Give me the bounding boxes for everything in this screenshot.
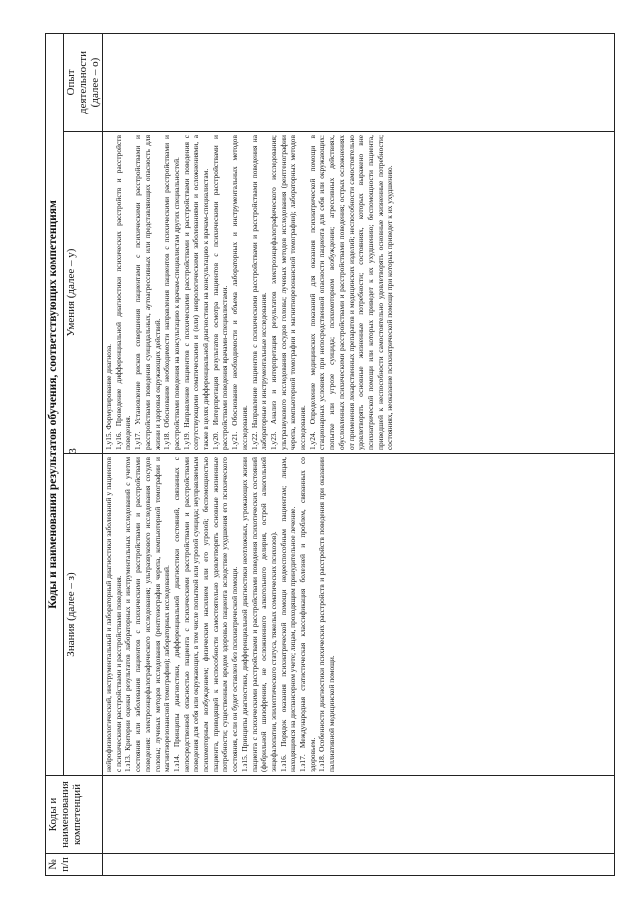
cell-skills: [103, 132, 615, 454]
skill-item: 1.у23. Анализ и интерпретация результатов электроэнцефалографического исследования; ультразвукового исследования сосудов головы; лучевых методов исследования (рентгенографии черепа, компьютерной томографии и магнитнорезонансной томографии); лабораторных методов исследования.: [268, 135, 308, 450]
skill-item: 1.у15. Формулирование диагноза.: [104, 344, 113, 450]
competency-table: [45, 33, 615, 876]
skill-item: 1.у20. Интерпретация результатов осмотра пациентов с психическими расстройствами и расстройствами поведения врачами-специалистами.: [210, 135, 230, 450]
knowledge-item: 1.з16. Порядок оказания психиатрической помощи недееспособным пациентам; лицам, находящимся на диспансерном учете; лицам, проходящим принудительное лечение.: [278, 457, 298, 772]
header-knowledge: Знания (далее – з): [64, 454, 103, 776]
skill-item: 1.у21. Обоснование необходимости и объема лабораторных и инструментальных методов исследования.: [230, 135, 249, 450]
cell-experience: [103, 33, 615, 131]
competency-table-rotated: [45, 34, 615, 876]
knowledge-list: [104, 457, 337, 772]
skill-item: 1.у22. Направление пациентов с психическими расстройствами и расстройствами поведения на лабораторные и инструментальные исследования.: [249, 135, 269, 450]
table-row: [103, 33, 615, 875]
header-number: № п/п: [46, 854, 103, 876]
skill-item: 1.у18. Обоснование необходимости направления пациентов с психическими расстройствами и расстройствами поведения на консультацию к врачам-специалистам других специальностей.: [162, 135, 181, 450]
header-skills: Умения (далее – у): [64, 132, 103, 454]
skill-item: 1.у24. Определение медицинских показаний для оказания психиатрической помощи в стационарных условиях при непосредственной опасности пациента для себя или окружающих: попытке или угрозе суицида; психомоторном возбуждении; агрессивных действиях, обусловленных психическими расстройствами и расстройствами поведения; острых осложнениях от применения лекарственных препаратов и медицинских изделий; неспособности самостоятельно удовлетворять основные жизненные потребности; состояниях, которых выражено вне психиатрической помощи или которых приведет к их ухудшению; беспомощности пациента, приведшей к неспособности самостоятельно удовлетворять основные жизненные потребности; состояниях, неоказание психиатрической помощи при которых приведет к их ухудшению.: [307, 135, 395, 450]
cell-number: [103, 854, 615, 876]
header-experience: Опыт деятельности (далее – о): [64, 33, 103, 131]
header-competency-codes: Коды и наименования компетенций: [46, 776, 103, 854]
cell-competency-code: [103, 776, 615, 854]
skill-item: 1.у17. Установление рисков совершения пациентами с психическими расстройствами и расстройствами поведения суицидальных, аутоагрессивных или представляющих опасность для жизни и здоровья окружающих действий.: [133, 135, 162, 450]
skill-item: 1.у16. Проведение дифференциальной диагностики психических расстройств и расстройств поведения.: [113, 135, 133, 450]
knowledge-item: 1.з13. Критерии оценки результатов лабораторных и инструментальных исследований с учетом состояния или заболевания пациентов с психическими расстройствами и расстройствами поведения: электроэнцефалографического исследования; ультразвукового исследования сосудов головы; лучевых методов исследования (рентгенография черепа, компьютерной томографии и магнитнорезонансной томографии); лабораторных исследований.: [123, 457, 172, 772]
knowledge-item: 1.з17. Международная статистическая классификация болезней и проблем, связанных со здоровьем.: [298, 457, 317, 772]
cell-knowledge: [103, 454, 615, 776]
knowledge-item: 1.з18. Особенности диагностики психических расстройств и расстройств поведения при оказании паллиативной медицинской помощи.: [317, 457, 337, 772]
knowledge-item: 1.з15. Принципы диагностики, дифференциальной диагностики неотложных, угрожающих жизни пациента с психическими расстройствами и расстройствами поведения психотических состояний (фебрильной шизофрении, не осложненного алкогольного делирия, острой алкогольной энцефалопатии, эпилептического статуса, тяжелых соматических психозов).: [239, 457, 278, 772]
skills-list: [104, 135, 395, 450]
page-number: 3: [67, 448, 79, 454]
knowledge-item: нейрофизиологический, инструментальный и лабораторный диагностики заболеваний у пациентов с психическими расстройствами и расстройствами поведения.: [104, 457, 123, 772]
header-learning-outcomes: Коды и наименования результатов обучения, соответствующих компетенциям: [46, 33, 64, 775]
skill-item: 1.у19. Направление пациентов с психическими расстройствами и расстройствами поведения с сопутствующими соматическими и (или) неврологическими заболеваниями и осложнениями, а также в целях дифференциальной диагностики на консультацию к врачам-специалистам.: [181, 135, 211, 450]
knowledge-item: 1.з14. Принципы диагностики, дифференциальной диагностики состояний, связанных с непосредственной опасностью пациента с психическими расстройствами и расстройствами поведения для себя или окружающих, в том числе попыткой или угрозой суицида; неуправляемым психомоторным возбуждением; физическим насилием или его угрозой; беспомощностью пациента, приводящей к неспособности самостоятельно удовлетворять основные жизненные потребности; существенным вредом здоровью пациента вследствие ухудшения его психического состояния, если он будет оставлен без психиатрической помощи.: [171, 457, 240, 772]
